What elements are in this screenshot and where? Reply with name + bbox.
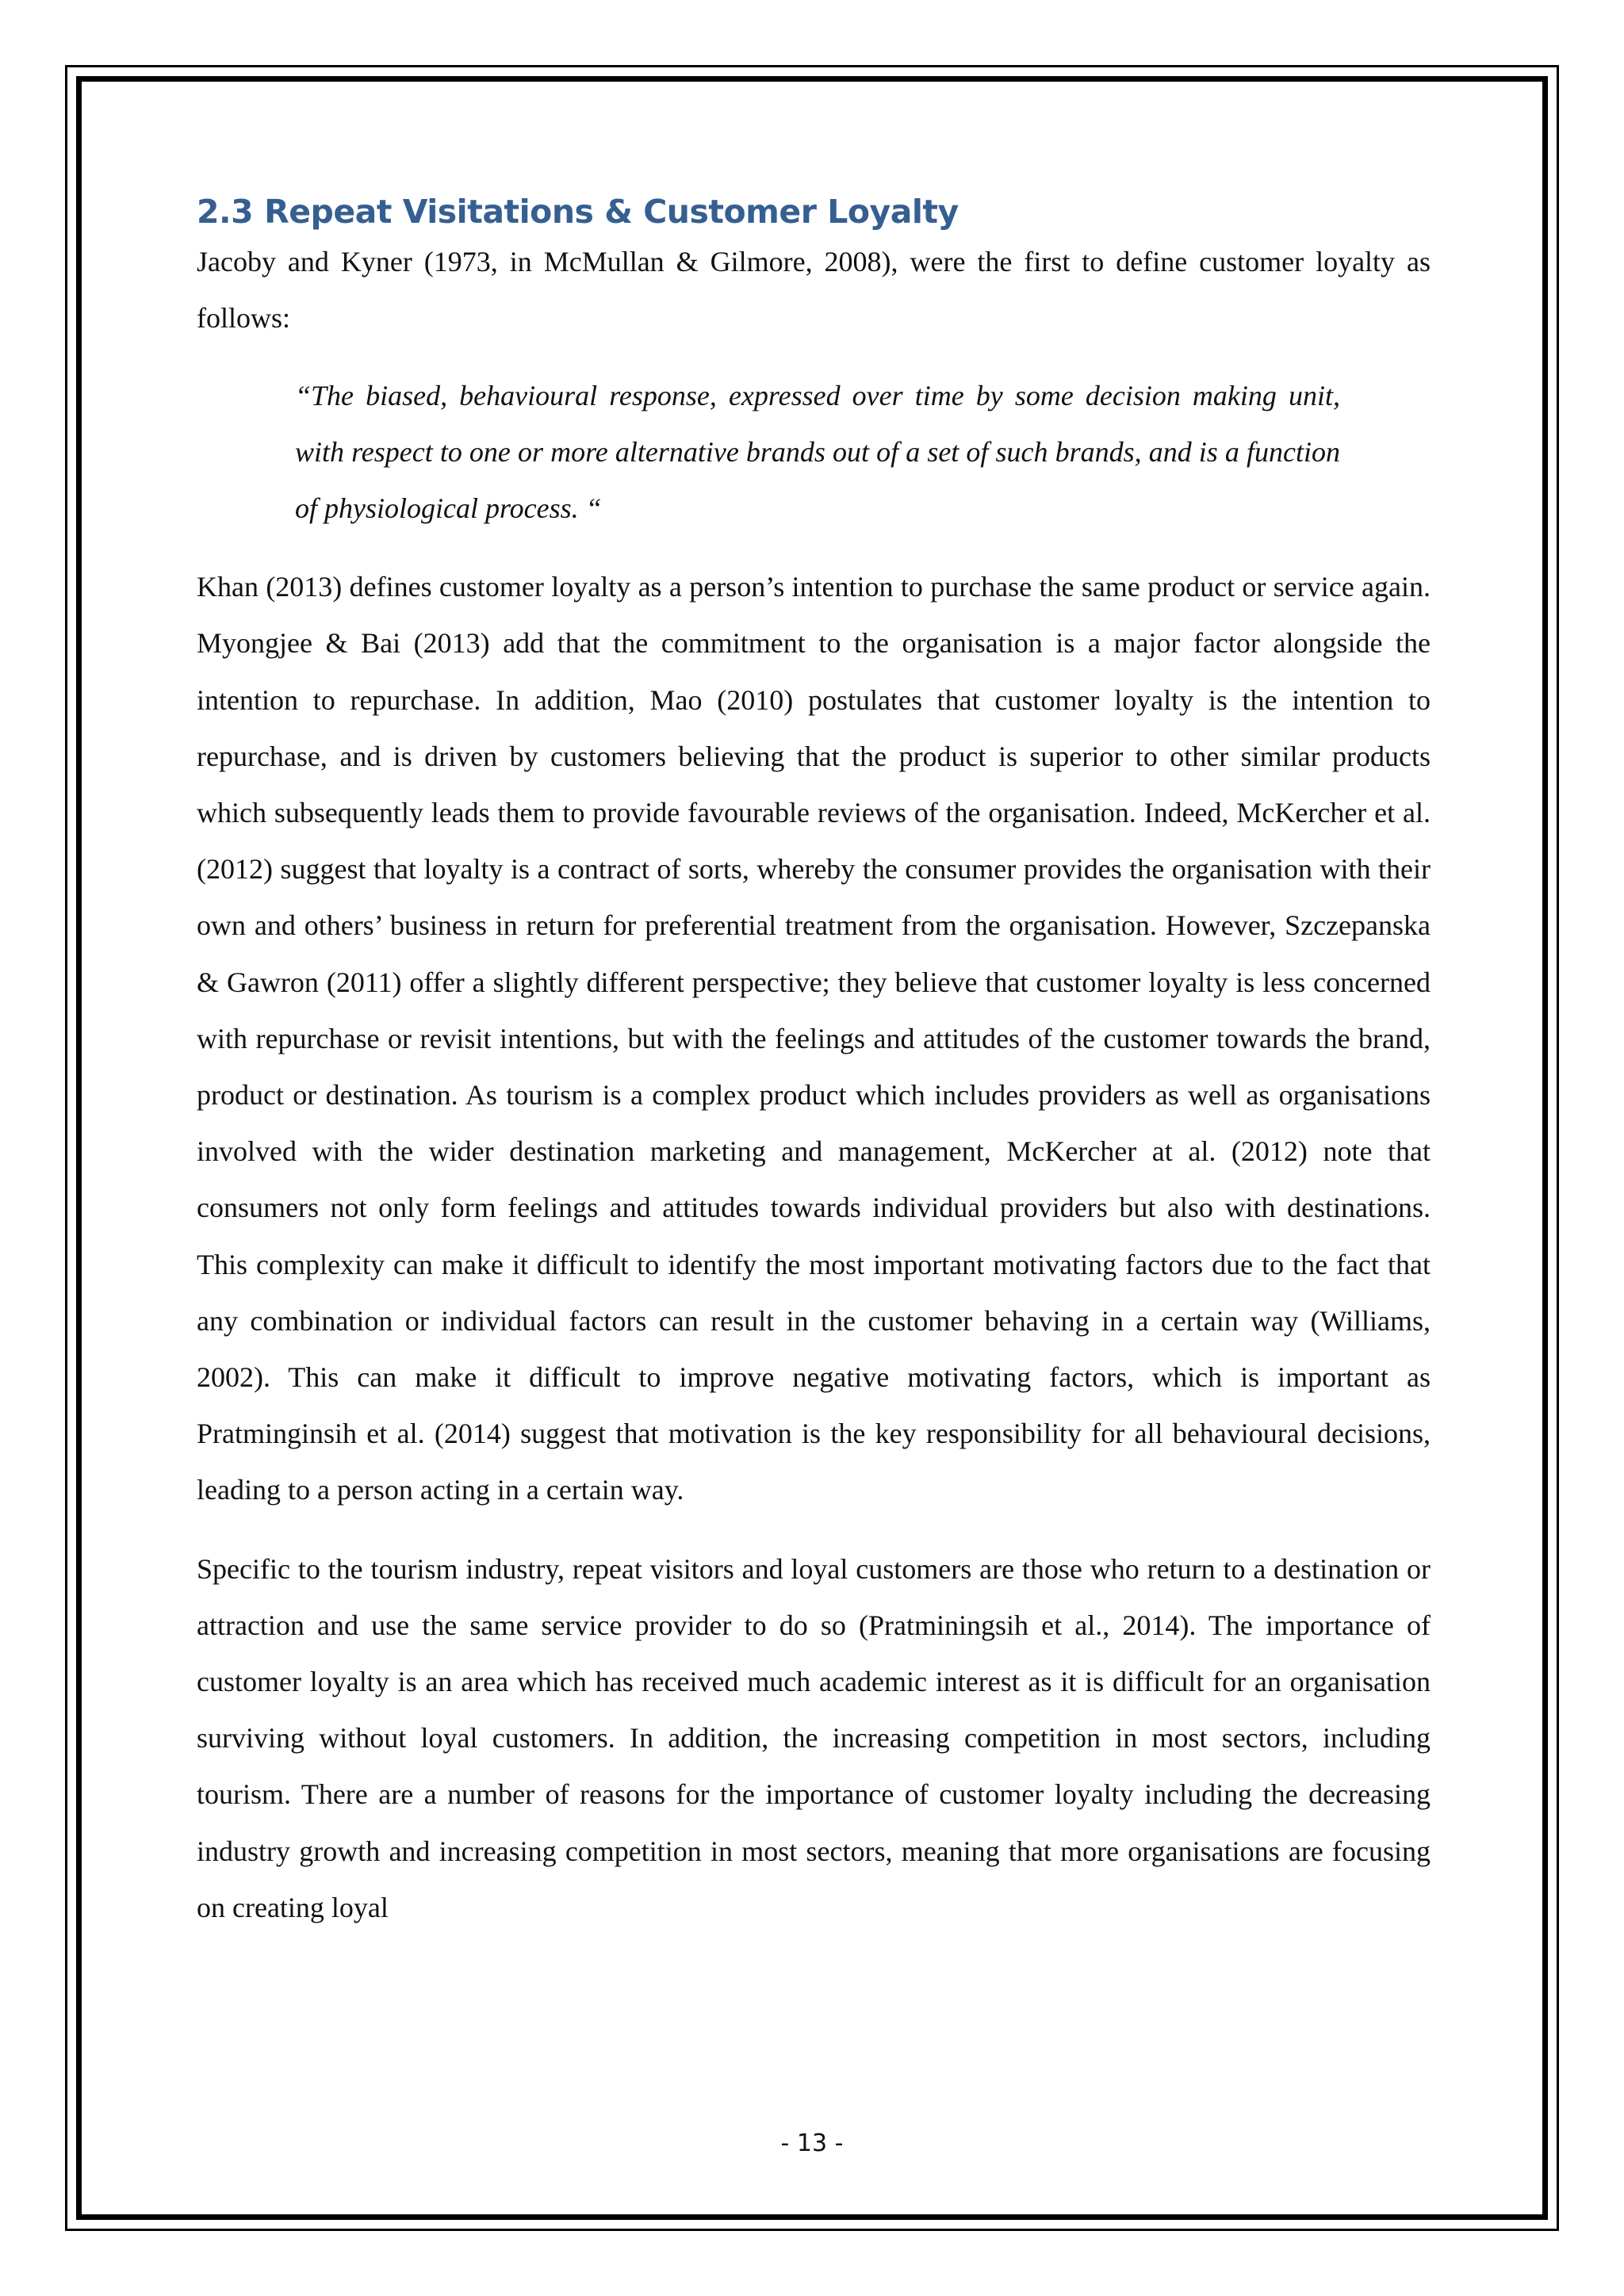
section-title: Repeat Visitations & Customer Loyalty	[264, 193, 959, 231]
page-content	[197, 193, 1431, 1936]
section-heading	[197, 193, 1431, 231]
body-paragraph-loyalty-definitions: Khan (2013) defines customer loyalty as a person’s intention to purchase the same product or service again. Myongjee & Bai (2013) add that the commitment to the organisation is a major factor alongside the intention to repurchase. In addition, Mao (2010) postulates that customer loyalty is the intention to repurchase, and is driven by customers believing that the product is superior to other similar products which subsequently leads them to provide favourable reviews of the organisation. Indeed, McKercher et al. (2012) suggest that loyalty is a contract of sorts, whereby the consumer provides the organisation with their own and others’ business in return for preferential treatment from the organisation. However, Szczepanska & Gawron (2011) offer a slightly different perspective; they believe that customer loyalty is less concerned with repurchase or revisit intentions, but with the feelings and attitudes of the customer towards the brand, product or destination. As tourism is a complex product which includes providers as well as organisations involved with the wider destination marketing and management, McKercher at al. (2012) note that consumers not only form feelings and attitudes towards individual providers but also with destinations. This complexity can make it difficult to identify the most important motivating factors due to the fact that any combination or individual factors can result in the customer behaving in a certain way (Williams, 2002). This can make it difficult to improve negative motivating factors, which is important as Pratminginsih et al. (2014) suggest that motivation is the key responsibility for all behavioural decisions, leading to a person acting in a certain way.	[197, 571, 1431, 1506]
body-paragraph-tourism-industry: Specific to the tourism industry, repeat visitors and loyal customers are those who return to a destination or attraction and use the same service provider to do so (Pratminingsih et al., 2014). The importance of customer loyalty is an area which has received much academic interest as it is difficult for an organisation surviving without loyal customers. In addition, the increasing competition in most sectors, including tourism. There are a number of reasons for the importance of customer loyalty including the decreasing industry growth and increasing competition in most sectors, meaning that more organisations are focusing on creating loyal	[197, 1552, 1431, 1923]
intro-paragraph: Jacoby and Kyner (1973, in McMullan & Gilmore, 2008), were the first to define customer loyalty as follows:	[197, 246, 1431, 335]
definition-quote: “The biased, behavioural response, expressed over time by some decision making unit, with respect to one or more alternative brands out of a set of such brands, and is a function of physiological process. “	[295, 379, 1340, 524]
section-number: 2.3	[197, 193, 254, 231]
page-number: - 13 -	[780, 2130, 844, 2157]
